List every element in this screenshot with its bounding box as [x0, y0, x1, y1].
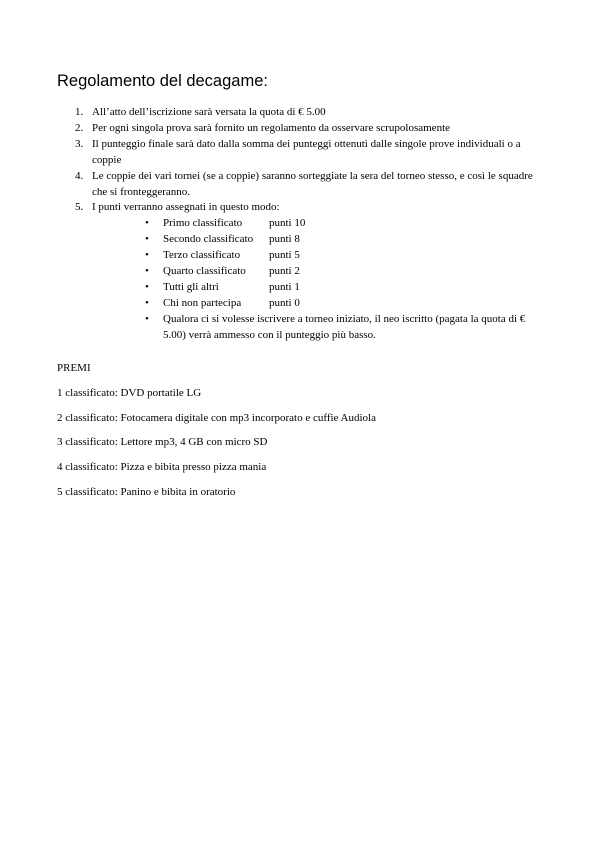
late-entry-text: Qualora ci si volesse iscrivere a torneo iniziato, il neo iscritto (pagata la quota di € 5.00) verrà ammesso con il punteggio più basso. [163, 312, 526, 341]
rule-number: 1. [75, 106, 84, 118]
placement-label: Quarto classificato [163, 265, 246, 278]
placement-label: Terzo classificato [163, 249, 241, 262]
placement-label: Primo classificato [163, 217, 243, 230]
points-value: punti 10 [269, 217, 306, 230]
placement-label: Tutti gli altri [163, 280, 219, 293]
prize-line: 2 classificato: Fotocamera digitale con mp3 incorporato e cuffie Audiola [57, 411, 376, 424]
rule-item [0, 169, 595, 201]
points-item [0, 264, 541, 280]
bullet-icon: • [145, 265, 149, 278]
prizes-heading: PREMI [57, 362, 91, 374]
rule-number: 4. [75, 169, 84, 182]
prize-line: 4 classificato: Pizza e bibita presso pizza mania [57, 461, 267, 474]
points-list [92, 216, 541, 343]
placement-label: Chi non partecipa [163, 296, 242, 309]
prizes-section [57, 361, 376, 510]
points-value: punti 2 [269, 265, 300, 278]
points-value: punti 1 [269, 280, 300, 293]
placement-label: Secondo classificato [163, 233, 254, 246]
prize-line: 3 classificato: Lettore mp3, 4 GB con micro SD [57, 436, 268, 449]
rule-text: Il punteggio finale sarà dato dalla somma dei punteggi ottenuti dalle singole prove individuali o a coppie [92, 137, 521, 166]
points-value: punti 5 [269, 249, 300, 262]
rule-item [0, 121, 595, 137]
points-value: punti 8 [269, 233, 300, 246]
late-entry-note [0, 312, 541, 344]
rule-text: Per ogni singola prova sarà fornito un regolamento da osservare scrupolosamente [92, 121, 451, 134]
bullet-icon: • [145, 296, 149, 309]
points-item [0, 296, 541, 312]
rule-item [0, 200, 595, 343]
bullet-icon: • [145, 217, 149, 230]
rule-number: 5. [75, 201, 84, 214]
bullet-icon: • [145, 233, 149, 246]
prize-line: 1 classificato: DVD portatile LG [57, 386, 202, 399]
points-item [0, 216, 541, 232]
prize-line: 5 classificato: Panino e bibita in oratorio [57, 485, 236, 498]
rule-item [0, 137, 595, 169]
points-item [0, 248, 541, 264]
bullet-icon: • [145, 280, 149, 293]
rule-number: 2. [75, 121, 84, 134]
document-title: Regolamento del decagame: [57, 72, 268, 90]
rule-number: 3. [75, 137, 84, 150]
points-item [0, 232, 541, 248]
rule-text: All’atto dell’iscrizione sarà versata la quota di € 5.00 [92, 106, 326, 118]
rule-item [0, 105, 595, 121]
rule-text: Le coppie dei vari tornei (se a coppie) saranno sorteggiate la sera del torneo stesso, e così le squadre che si fronteggeranno. [92, 169, 533, 198]
bullet-icon: • [145, 312, 149, 325]
bullet-icon: • [145, 249, 149, 262]
rule-text: I punti verranno assegnati in questo modo: [92, 201, 280, 214]
points-value: punti 0 [269, 296, 300, 309]
points-item [0, 280, 541, 296]
rules-list [0, 105, 595, 344]
